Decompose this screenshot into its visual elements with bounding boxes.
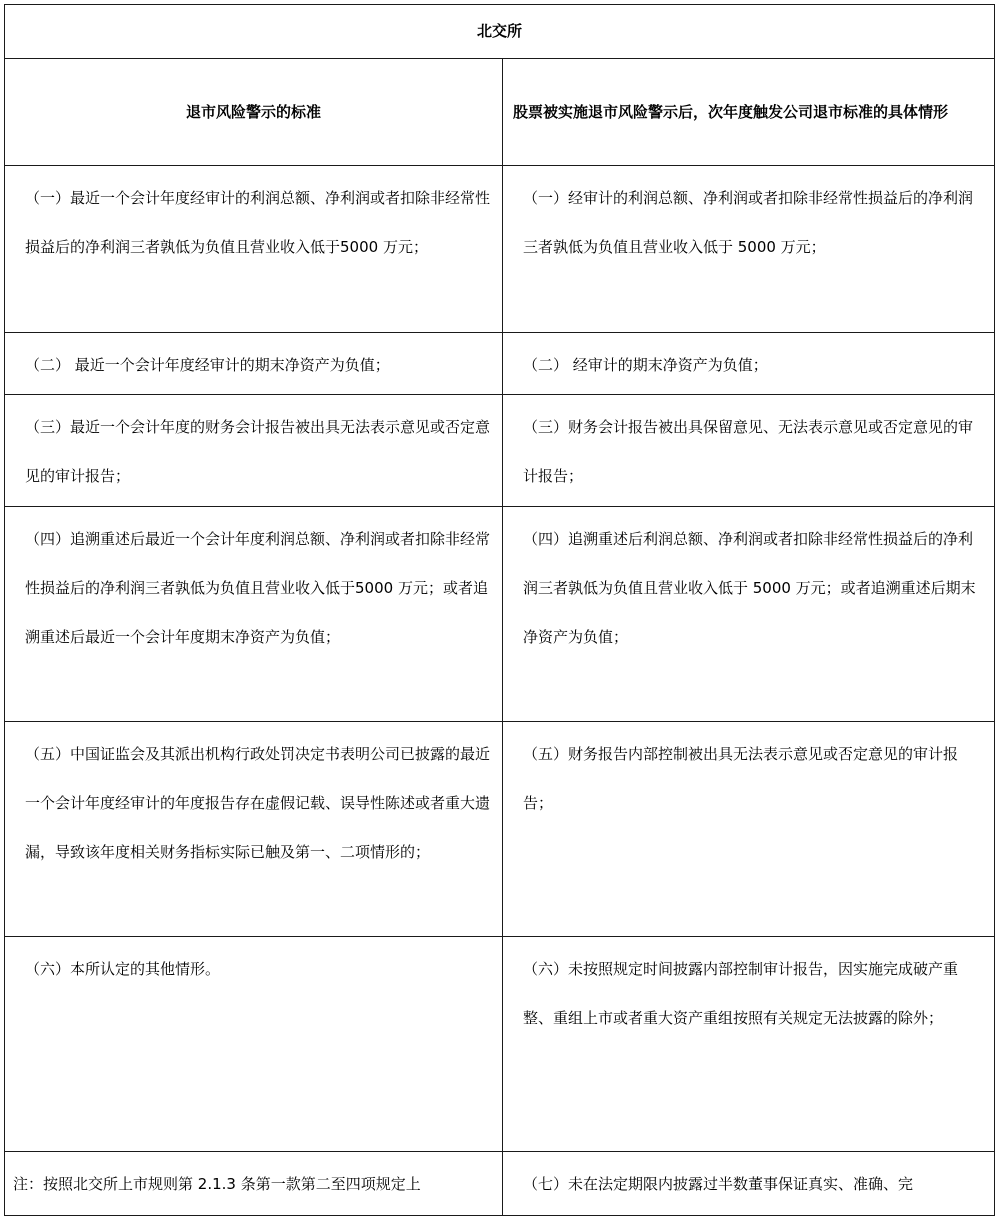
cell-right: （一）经审计的利润总额、净利润或者扣除非经常性损益后的净利润三者孰低为负值且营业收入低于 5000 万元； — [502, 166, 994, 333]
header-right: 股票被实施退市风险警示后，次年度触发公司退市标准的具体情形 — [502, 59, 994, 166]
table-row — [5, 166, 995, 333]
cell-left: （三）最近一个会计年度的财务会计报告被出具无法表示意见或否定意见的审计报告； — [5, 395, 503, 507]
table-title: 北交所 — [5, 5, 995, 59]
cell-left: （一）最近一个会计年度经审计的利润总额、净利润或者扣除非经常性损益后的净利润三者孰低为负值且营业收入低于5000 万元； — [5, 166, 503, 333]
cell-right: （五）财务报告内部控制被出具无法表示意见或否定意见的审计报告； — [502, 722, 994, 937]
cell-right: （三）财务会计报告被出具保留意见、无法表示意见或否定意见的审计报告； — [502, 395, 994, 507]
cell-left: （五）中国证监会及其派出机构行政处罚决定书表明公司已披露的最近一个会计年度经审计的年度报告存在虚假记载、误导性陈述或者重大遗漏，导致该年度相关财务指标实际已触及第一、二项情形的； — [5, 722, 503, 937]
cell-left: 注：按照北交所上市规则第 2.1.3 条第一款第二至四项规定上 — [5, 1152, 503, 1216]
cell-right: （七）未在法定期限内披露过半数董事保证真实、准确、完 — [502, 1152, 994, 1216]
table-row — [5, 333, 995, 395]
cell-right: （四）追溯重述后利润总额、净利润或者扣除非经常性损益后的净利润三者孰低为负值且营业收入低于 5000 万元；或者追溯重述后期末净资产为负值； — [502, 507, 994, 722]
cell-right: （二） 经审计的期末净资产为负值； — [502, 333, 994, 395]
table-row — [5, 722, 995, 937]
cell-left: （六）本所认定的其他情形。 — [5, 937, 503, 1152]
table-row — [5, 937, 995, 1152]
table-row — [5, 1152, 995, 1216]
table-row — [5, 507, 995, 722]
cell-left: （四）追溯重述后最近一个会计年度利润总额、净利润或者扣除非经常性损益后的净利润三者孰低为负值且营业收入低于5000 万元；或者追溯重述后最近一个会计年度期末净资产为负值； — [5, 507, 503, 722]
header-left: 退市风险警示的标准 — [5, 59, 503, 166]
cell-right: （六）未按照规定时间披露内部控制审计报告，因实施完成破产重整、重组上市或者重大资产重组按照有关规定无法披露的除外； — [502, 937, 994, 1152]
table-row — [5, 395, 995, 507]
delisting-risk-table — [4, 4, 995, 1216]
cell-left: （二） 最近一个会计年度经审计的期末净资产为负值； — [5, 333, 503, 395]
